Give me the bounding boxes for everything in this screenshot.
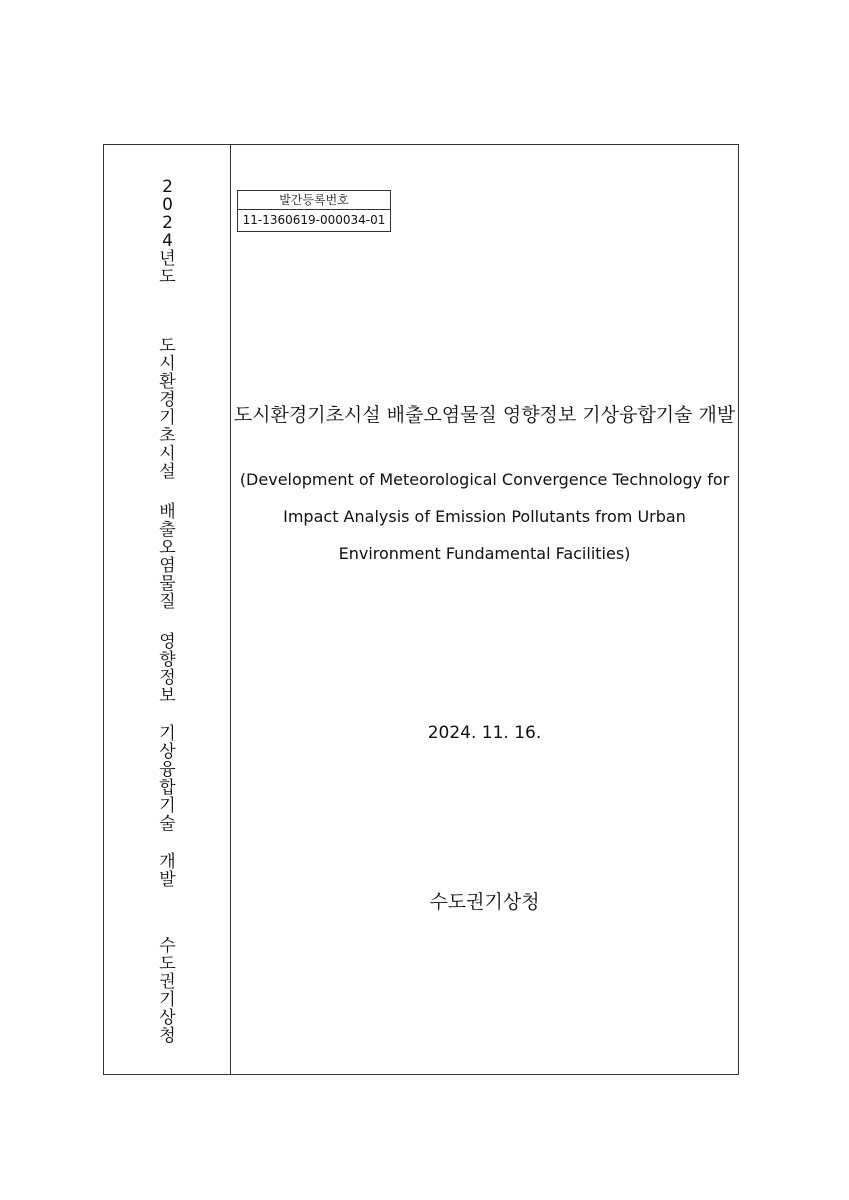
spine-title-part1: 도 시 환 경 기 초 시 설 xyxy=(159,336,176,482)
spine-publisher: 수 도 권 기 상 청 xyxy=(159,936,176,1046)
cover-main xyxy=(231,145,738,1074)
title-english-line: Environment Fundamental Facilities) xyxy=(338,544,631,563)
title-english xyxy=(231,461,738,572)
spine-title-part5: 개 발 xyxy=(159,852,176,890)
publisher-name: 수도권기상청 xyxy=(429,891,540,913)
spine-title-part3: 영 향 정 보 xyxy=(159,632,176,706)
spine-year: 2 0 2 4 년 도 xyxy=(159,177,176,287)
publication-date: 2024. 11. 16. xyxy=(427,723,542,743)
spine xyxy=(104,145,231,1074)
registration-box xyxy=(237,190,391,232)
registration-label: 발간등록번호 xyxy=(238,191,390,210)
title-english-line: Impact Analysis of Emission Pollutants from Urban xyxy=(283,507,686,526)
registration-number: 11-1360619-000034-01 xyxy=(242,213,386,227)
spine-title-part2: 배 출 오 염 물 질 xyxy=(159,502,176,612)
spine-title-part4: 기 상 융 합 기 술 xyxy=(159,724,176,834)
title-english-line: (Development of Meteorological Convergence Technology for xyxy=(239,470,730,489)
title-korean: 도시환경기초시설 배출오염물질 영향정보 기상융합기술 개발 xyxy=(233,404,736,426)
report-cover xyxy=(103,144,739,1075)
